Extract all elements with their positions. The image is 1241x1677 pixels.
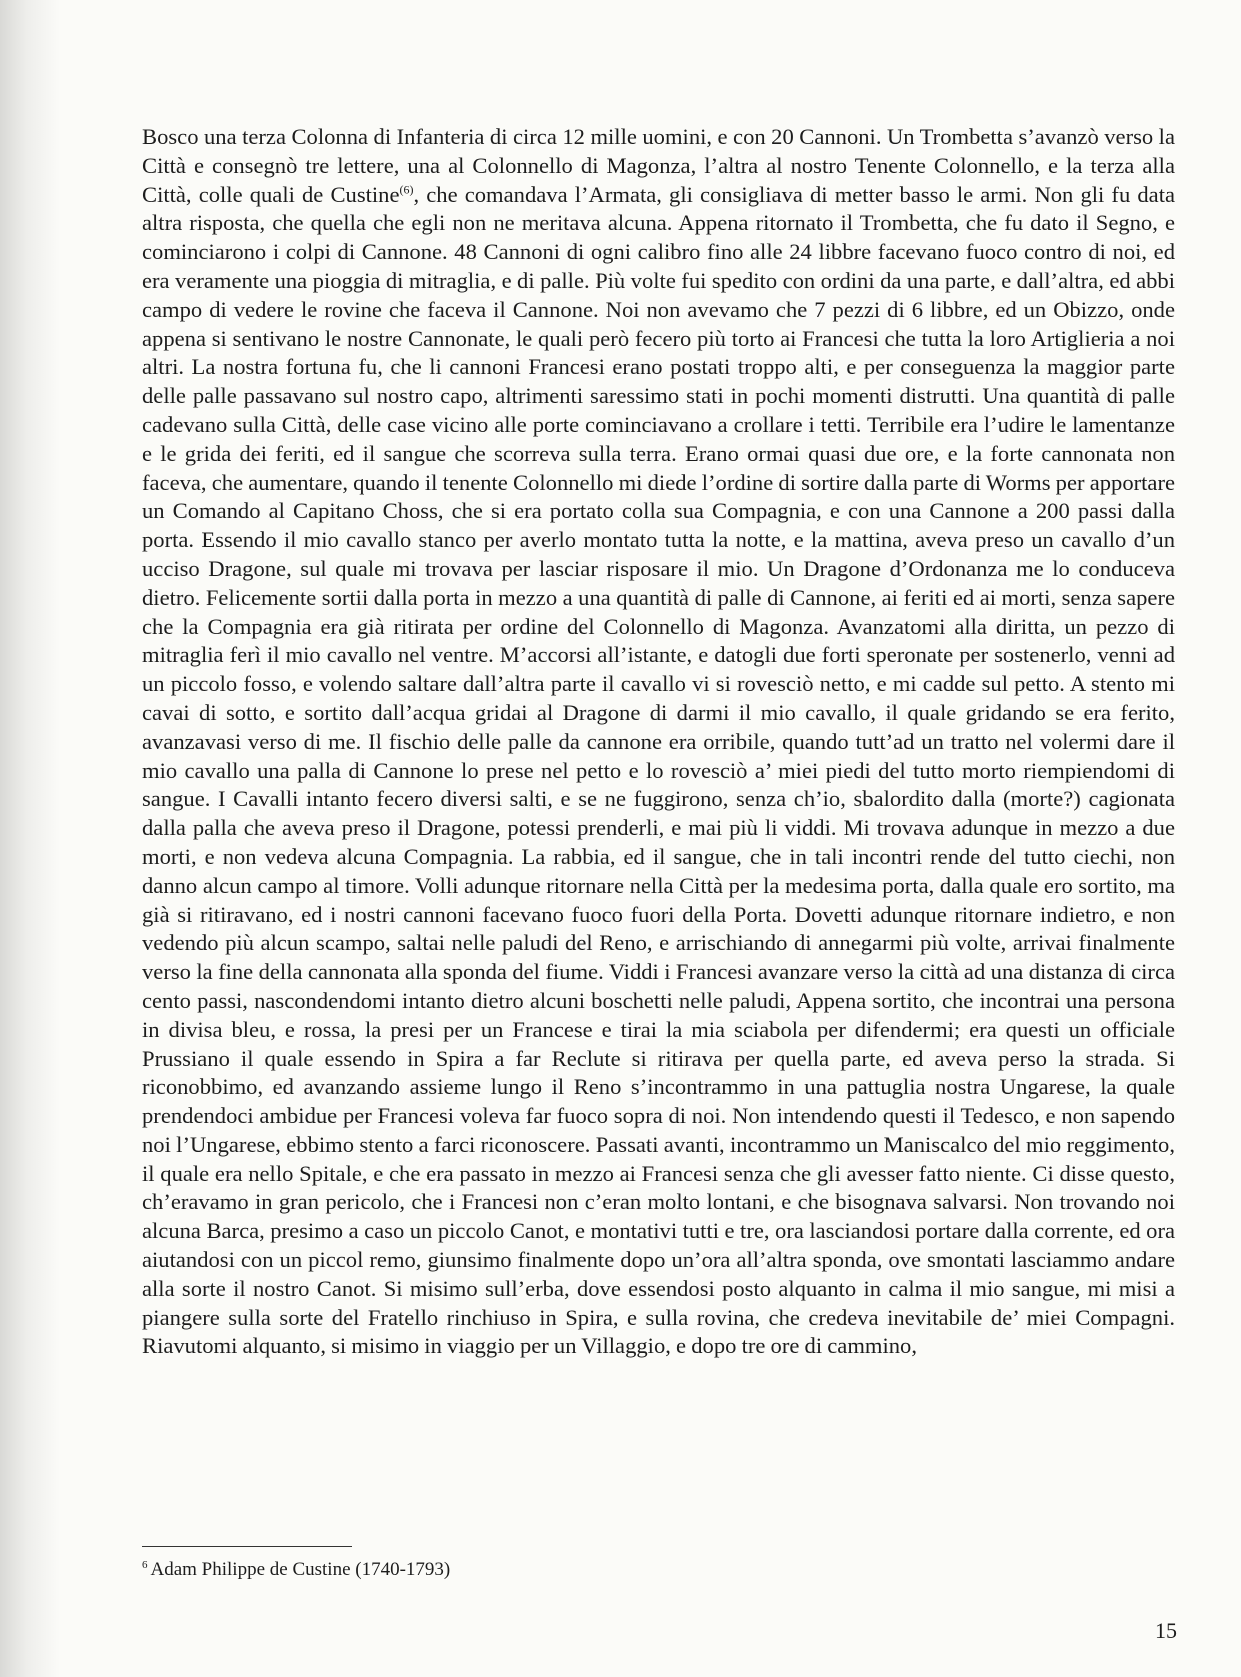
footnote xyxy=(142,1558,1042,1582)
main-text-part-2: , che comandava l’Armata, gli consigliava di metter basso le armi. Non gli fu data altra risposta, che quella che egli non ne meritava alcuna. Appena ritornato il Trombetta, che fu dato il Segno, e cominciarono i colpi di Cannone. 48 Cannoni di ogni calibro fino alle 24 libbre facevano fuoco contro di noi, ed era veramente una pioggia di mitraglia, e di palle. Più volte fui spedito con ordini da una parte, e dall’altra, ed abbi campo di vedere le rovine che faceva il Cannone. Noi non avevamo che 7 pezzi di 6 libbre, ed un Obizzo, onde appena si sentivano le nostre Cannonate, le quali però fecero più torto ai Francesi che tutta la loro Artiglieria a noi altri. La nostra fortuna fu, che li cannoni Francesi erano postati troppo alti, e per conseguenza la maggior parte delle palle passavano sul nostro capo, altrimenti saressimo stati in pochi momenti distrutti. Una quantità di palle cadevano sulla Città, delle case vicino alle porte cominciavano a crollare i tetti. Terribile era l’udire le lamentanze e le grida dei feriti, ed il sangue che scorreva sulla terra. Erano ormai quasi due ore, e la forte cannonata non faceva, che aumentare, quando il tenente Colonnello mi diede l’ordine di sortire dalla parte di Worms per apportare un Comando al Capitano Choss, che si era portato colla sua Compagnia, e con una Cannone a 200 passi dalla porta. Essendo il mio cavallo stanco per averlo montato tutta la notte, e la mattina, aveva preso un cavallo d’un ucciso Dragone, sul quale mi trovava per lasciar risposare il mio. Un Dragone d’Ordonanza me lo conduceva dietro. Felicemente sortii dalla porta in mezzo a una quantità di palle di Cannone, ai feriti ed ai morti, senza sapere che la Compagnia era già ritirata per ordine del Colonnello di Magonza. Avanzatomi alla diritta, un pezzo di mitraglia ferì il mio cavallo nel ventre. M’accorsi all’istante, e datogli due forti speronate per sostenerlo, venni ad un piccolo fosso, e volendo saltare dall’altra parte il cavallo vi si rovesciò netto, e mi cadde sul petto. A stento mi cavai di sotto, e sortito dall’acqua gridai al Dragone di darmi il mio cavallo, il quale gridando se era ferito, avanzavasi verso di me. Il fischio delle palle da cannone era orribile, quando tutt’ad un tratto nel volermi dare il mio cavallo una palla di Cannone lo prese nel petto e lo rovesciò a’ miei piedi del tutto morto riempiendomi di sangue. I Cavalli intanto fecero diversi salti, e se ne fuggirono, senza ch’io, sbalordito dalla (morte?) cagionata dalla palla che aveva preso il Dragone, potessi prenderli, e mai più li viddi. Mi trovava adunque in mezzo a due morti, e non vedeva alcuna Compagnia. La rabbia, ed il sangue, che in tali incontri rende del tutto ciechi, non danno alcun campo al timore. Volli adunque ritornare nella Città per la medesima porta, dalla quale ero sortito, ma già si ritiravano, ed i nostri cannoni facevano fuoco fuori della Porta. Dovetti adunque ritornare indietro, e non vedendo più alcun scampo, saltai nelle paludi del Reno, e arrischiando di annegarmi più volte, arrivai finalmente verso la fine della cannonata alla sponda del fiume. Viddi i Francesi avanzare verso la città ad una distanza di circa cento passi, nascondendomi intanto dietro alcuni boschetti nelle paludi, Appena sortito, che incontrai una persona in divisa bleu, e rossa, la presi per un Francese e tirai la mia sciabola per difendermi; era questi un officiale Prussiano il quale essendo in Spira a far Reclute si ritirava per quella parte, ed aveva perso la strada. Si riconobbimo, ed avanzando assieme lungo il Reno s’incontrammo in una pattuglia nostra Ungarese, la quale prendendoci ambidue per Francesi voleva far fuoco sopra di noi. Non intendendo questi il Tedesco, e non sapendo noi l’Ungarese, ebbimo stento a farci riconoscere. Passati avanti, incontrammo un Maniscalco del mio reggimento, il quale era nello Spitale, e che era passato in mezzo ai Francesi senza che gli avesser fatto niente. Ci disse questo, ch’eravamo in gran pericolo, che i Francesi non c’eran molto lontani, e che bisognava salvarsi. Non trovando noi alcuna Barca, presimo a caso un piccolo Canot, e montativi tutti e tre, ora lasciandosi portare dalla corrente, ed ora aiutandosi con un piccol remo, giunsimo finalmente dopo un’ora all’altra sponda, ove smontati lasciammo andare alla sorte il nostro Canot. Si misimo sull’erba, dove essendosi posto alquanto in calma il mio sangue, mi misi a piangere sulla sorte del Fratello rinchiuso in Spira, e sulla rovina, che credeva inevitabile de’ miei Compagni. Riavutomi alquanto, si misimo in viaggio per un Villaggio, e dopo tre ore di cammino, xyxy=(142,181,1175,1359)
footnote-reference: (6) xyxy=(399,182,414,197)
page-number: 15 xyxy=(1155,1618,1177,1643)
spine-shadow xyxy=(0,0,60,1677)
main-text xyxy=(142,123,1175,1361)
main-text-part-1: Bosco una terza Colonna di Infanteria di circa 12 mille uomini, e con 20 Cannoni. Un Trombetta s’avanzò verso la Città e consegnò tre lettere, una al Colonnello di Magonza, l’altra al nostro Tenente Colonnello, e la terza alla Città, colle quali de Custine xyxy=(142,124,1175,207)
footnote-text: Adam Philippe de Custine (1740-1793) xyxy=(150,1559,451,1580)
footnote-marker: 6 xyxy=(142,1558,148,1571)
footnote-separator xyxy=(142,1546,352,1547)
